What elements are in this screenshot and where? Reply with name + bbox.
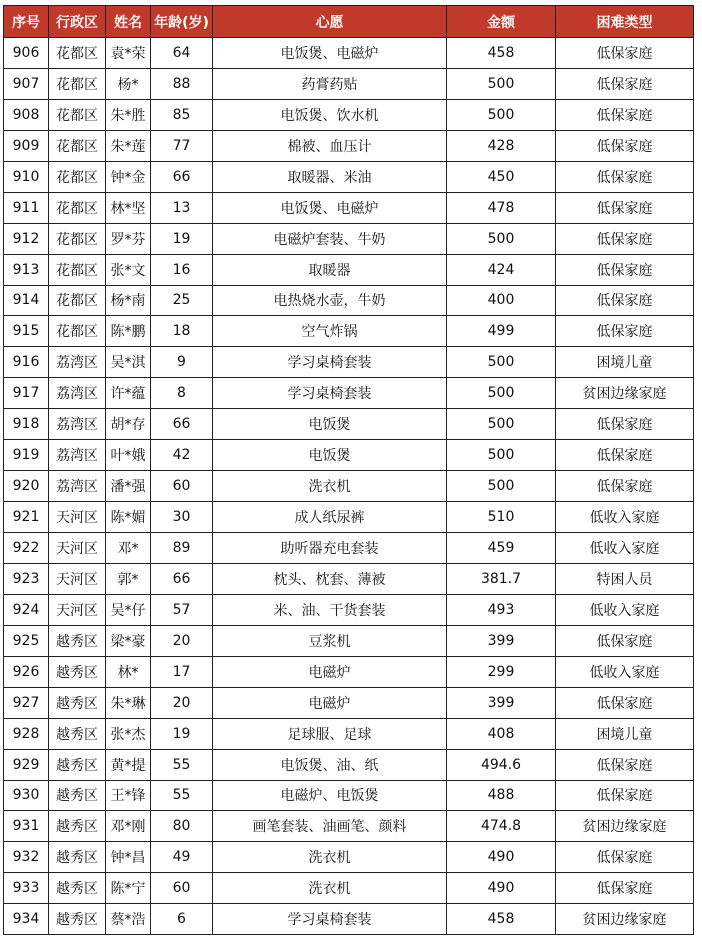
cell-hardship-type: 低保家庭	[556, 68, 694, 99]
cell-age: 18	[151, 316, 213, 347]
table-row	[4, 285, 694, 316]
cell-wish: 电饭煲、电磁炉	[213, 38, 447, 69]
cell-amount: 500	[447, 378, 556, 409]
cell-name: 杨*	[106, 68, 151, 99]
cell-name: 王*锋	[106, 780, 151, 811]
cell-district: 越秀区	[49, 780, 106, 811]
table-row	[4, 749, 694, 780]
cell-name: 杨*南	[106, 285, 151, 316]
cell-hardship-type: 低收入家庭	[556, 594, 694, 625]
cell-amount: 450	[447, 161, 556, 192]
cell-name: 袁*荣	[106, 38, 151, 69]
cell-district: 越秀区	[49, 625, 106, 656]
cell-amount: 500	[447, 409, 556, 440]
cell-hardship-type: 低保家庭	[556, 440, 694, 471]
cell-hardship-type: 贫困边缘家庭	[556, 811, 694, 842]
cell-age: 19	[151, 223, 213, 254]
cell-index: 932	[4, 842, 49, 873]
cell-age: 55	[151, 749, 213, 780]
cell-district: 花都区	[49, 192, 106, 223]
table-row	[4, 873, 694, 904]
table-body	[4, 38, 694, 935]
table-row	[4, 254, 694, 285]
cell-district: 荔湾区	[49, 471, 106, 502]
table-row	[4, 842, 694, 873]
cell-amount: 499	[447, 316, 556, 347]
wish-list-table	[3, 5, 694, 935]
cell-amount: 400	[447, 285, 556, 316]
cell-age: 57	[151, 594, 213, 625]
cell-district: 天河区	[49, 563, 106, 594]
cell-age: 42	[151, 440, 213, 471]
cell-hardship-type: 低保家庭	[556, 99, 694, 130]
cell-index: 930	[4, 780, 49, 811]
cell-wish: 电磁炉套装、牛奶	[213, 223, 447, 254]
cell-name: 郭*	[106, 563, 151, 594]
cell-index: 933	[4, 873, 49, 904]
cell-age: 17	[151, 656, 213, 687]
cell-age: 20	[151, 687, 213, 718]
cell-district: 越秀区	[49, 687, 106, 718]
cell-name: 陈*宁	[106, 873, 151, 904]
table-row	[4, 440, 694, 471]
cell-district: 越秀区	[49, 873, 106, 904]
header-district: 行政区	[49, 6, 106, 38]
cell-amount: 500	[447, 440, 556, 471]
cell-index: 922	[4, 533, 49, 564]
cell-name: 陈*鹏	[106, 316, 151, 347]
cell-index: 906	[4, 38, 49, 69]
cell-amount: 408	[447, 718, 556, 749]
cell-hardship-type: 低保家庭	[556, 38, 694, 69]
cell-amount: 458	[447, 38, 556, 69]
cell-hardship-type: 低保家庭	[556, 161, 694, 192]
cell-hardship-type: 低保家庭	[556, 130, 694, 161]
cell-name: 林*	[106, 656, 151, 687]
table-row	[4, 594, 694, 625]
cell-wish: 米、油、干货套装	[213, 594, 447, 625]
header-wish: 心愿	[213, 6, 447, 38]
cell-district: 越秀区	[49, 718, 106, 749]
cell-wish: 棉被、血压计	[213, 130, 447, 161]
table-row	[4, 347, 694, 378]
cell-wish: 电磁炉	[213, 656, 447, 687]
cell-age: 9	[151, 347, 213, 378]
cell-amount: 399	[447, 625, 556, 656]
cell-hardship-type: 低保家庭	[556, 780, 694, 811]
cell-wish: 空气炸锅	[213, 316, 447, 347]
cell-amount: 500	[447, 68, 556, 99]
cell-age: 20	[151, 625, 213, 656]
cell-name: 潘*强	[106, 471, 151, 502]
cell-index: 911	[4, 192, 49, 223]
cell-name: 叶*娥	[106, 440, 151, 471]
cell-district: 越秀区	[49, 656, 106, 687]
cell-wish: 电热烧水壶，牛奶	[213, 285, 447, 316]
table-header-row	[4, 6, 694, 38]
cell-age: 66	[151, 409, 213, 440]
table-row	[4, 223, 694, 254]
cell-name: 朱*胜	[106, 99, 151, 130]
cell-wish: 成人纸尿裤	[213, 502, 447, 533]
cell-name: 罗*芬	[106, 223, 151, 254]
cell-hardship-type: 低保家庭	[556, 471, 694, 502]
cell-index: 919	[4, 440, 49, 471]
cell-district: 越秀区	[49, 811, 106, 842]
cell-amount: 490	[447, 873, 556, 904]
cell-age: 88	[151, 68, 213, 99]
cell-amount: 478	[447, 192, 556, 223]
cell-hardship-type: 低保家庭	[556, 254, 694, 285]
cell-wish: 助听器充电套装	[213, 533, 447, 564]
cell-age: 60	[151, 471, 213, 502]
cell-district: 荔湾区	[49, 378, 106, 409]
cell-amount: 459	[447, 533, 556, 564]
cell-age: 25	[151, 285, 213, 316]
cell-index: 927	[4, 687, 49, 718]
cell-hardship-type: 特困人员	[556, 563, 694, 594]
cell-age: 13	[151, 192, 213, 223]
cell-amount: 510	[447, 502, 556, 533]
cell-name: 朱*琳	[106, 687, 151, 718]
cell-district: 花都区	[49, 223, 106, 254]
cell-district: 花都区	[49, 68, 106, 99]
cell-wish: 枕头、枕套、薄被	[213, 563, 447, 594]
cell-district: 荔湾区	[49, 347, 106, 378]
table-row	[4, 68, 694, 99]
cell-age: 80	[151, 811, 213, 842]
cell-index: 921	[4, 502, 49, 533]
cell-hardship-type: 低保家庭	[556, 285, 694, 316]
cell-hardship-type: 低保家庭	[556, 192, 694, 223]
table-row	[4, 656, 694, 687]
cell-name: 胡*存	[106, 409, 151, 440]
cell-name: 蔡*浩	[106, 904, 151, 935]
table-row	[4, 316, 694, 347]
cell-district: 越秀区	[49, 904, 106, 935]
cell-wish: 足球服、足球	[213, 718, 447, 749]
cell-age: 6	[151, 904, 213, 935]
cell-amount: 488	[447, 780, 556, 811]
cell-hardship-type: 低收入家庭	[556, 656, 694, 687]
cell-wish: 电饭煲、电磁炉	[213, 192, 447, 223]
table-row	[4, 811, 694, 842]
cell-amount: 493	[447, 594, 556, 625]
cell-index: 912	[4, 223, 49, 254]
cell-district: 花都区	[49, 38, 106, 69]
cell-district: 天河区	[49, 533, 106, 564]
cell-name: 吴*仔	[106, 594, 151, 625]
cell-index: 907	[4, 68, 49, 99]
header-name: 姓名	[106, 6, 151, 38]
cell-name: 钟*昌	[106, 842, 151, 873]
cell-hardship-type: 低保家庭	[556, 223, 694, 254]
cell-index: 923	[4, 563, 49, 594]
cell-name: 陈*媚	[106, 502, 151, 533]
cell-age: 64	[151, 38, 213, 69]
cell-district: 花都区	[49, 254, 106, 285]
cell-index: 913	[4, 254, 49, 285]
cell-name: 林*坚	[106, 192, 151, 223]
cell-name: 许*蕴	[106, 378, 151, 409]
cell-amount: 474.8	[447, 811, 556, 842]
table-row	[4, 687, 694, 718]
cell-index: 915	[4, 316, 49, 347]
cell-age: 85	[151, 99, 213, 130]
cell-hardship-type: 贫困边缘家庭	[556, 378, 694, 409]
cell-district: 荔湾区	[49, 409, 106, 440]
cell-amount: 500	[447, 471, 556, 502]
cell-age: 16	[151, 254, 213, 285]
cell-hardship-type: 低保家庭	[556, 625, 694, 656]
cell-name: 邓*	[106, 533, 151, 564]
cell-amount: 299	[447, 656, 556, 687]
cell-amount: 424	[447, 254, 556, 285]
cell-wish: 电磁炉	[213, 687, 447, 718]
cell-wish: 学习桌椅套装	[213, 378, 447, 409]
cell-district: 花都区	[49, 99, 106, 130]
cell-index: 926	[4, 656, 49, 687]
cell-age: 60	[151, 873, 213, 904]
cell-index: 908	[4, 99, 49, 130]
cell-wish: 取暖器、米油	[213, 161, 447, 192]
cell-district: 荔湾区	[49, 440, 106, 471]
cell-district: 花都区	[49, 161, 106, 192]
cell-district: 花都区	[49, 316, 106, 347]
cell-district: 越秀区	[49, 749, 106, 780]
cell-index: 928	[4, 718, 49, 749]
cell-name: 黄*提	[106, 749, 151, 780]
cell-hardship-type: 低收入家庭	[556, 533, 694, 564]
cell-name: 吴*淇	[106, 347, 151, 378]
header-index: 序号	[4, 6, 49, 38]
cell-hardship-type: 低保家庭	[556, 409, 694, 440]
table-row	[4, 378, 694, 409]
cell-amount: 399	[447, 687, 556, 718]
cell-index: 934	[4, 904, 49, 935]
cell-wish: 学习桌椅套装	[213, 347, 447, 378]
cell-district: 花都区	[49, 285, 106, 316]
cell-age: 77	[151, 130, 213, 161]
table-row	[4, 192, 694, 223]
wish-list-table-container	[3, 5, 694, 935]
cell-district: 天河区	[49, 594, 106, 625]
cell-index: 929	[4, 749, 49, 780]
table-row	[4, 904, 694, 935]
cell-wish: 电饭煲、饮水机	[213, 99, 447, 130]
cell-district: 天河区	[49, 502, 106, 533]
cell-index: 918	[4, 409, 49, 440]
cell-hardship-type: 低保家庭	[556, 842, 694, 873]
cell-name: 张*文	[106, 254, 151, 285]
cell-amount: 500	[447, 99, 556, 130]
cell-wish: 洗衣机	[213, 873, 447, 904]
cell-wish: 取暖器	[213, 254, 447, 285]
cell-index: 931	[4, 811, 49, 842]
cell-name: 朱*莲	[106, 130, 151, 161]
table-row	[4, 409, 694, 440]
cell-wish: 洗衣机	[213, 471, 447, 502]
cell-wish: 电饭煲	[213, 440, 447, 471]
cell-age: 89	[151, 533, 213, 564]
cell-index: 916	[4, 347, 49, 378]
cell-district: 花都区	[49, 130, 106, 161]
cell-index: 914	[4, 285, 49, 316]
cell-wish: 电饭煲、油、纸	[213, 749, 447, 780]
table-row	[4, 38, 694, 69]
cell-amount: 458	[447, 904, 556, 935]
cell-wish: 药膏药贴	[213, 68, 447, 99]
cell-amount: 494.6	[447, 749, 556, 780]
header-amount: 金额	[447, 6, 556, 38]
cell-hardship-type: 低保家庭	[556, 687, 694, 718]
cell-hardship-type: 低保家庭	[556, 316, 694, 347]
cell-amount: 500	[447, 347, 556, 378]
cell-age: 66	[151, 161, 213, 192]
cell-age: 30	[151, 502, 213, 533]
cell-index: 910	[4, 161, 49, 192]
cell-wish: 豆浆机	[213, 625, 447, 656]
cell-age: 55	[151, 780, 213, 811]
cell-hardship-type: 低保家庭	[556, 749, 694, 780]
table-row	[4, 471, 694, 502]
table-row	[4, 780, 694, 811]
cell-index: 924	[4, 594, 49, 625]
cell-wish: 洗衣机	[213, 842, 447, 873]
cell-index: 920	[4, 471, 49, 502]
table-row	[4, 502, 694, 533]
cell-age: 66	[151, 563, 213, 594]
cell-name: 梁*豪	[106, 625, 151, 656]
table-row	[4, 718, 694, 749]
table-row	[4, 625, 694, 656]
table-row	[4, 533, 694, 564]
cell-name: 张*杰	[106, 718, 151, 749]
table-row	[4, 563, 694, 594]
cell-age: 8	[151, 378, 213, 409]
table-row	[4, 161, 694, 192]
cell-age: 49	[151, 842, 213, 873]
cell-index: 925	[4, 625, 49, 656]
header-age: 年龄(岁)	[151, 6, 213, 38]
cell-age: 19	[151, 718, 213, 749]
cell-hardship-type: 低收入家庭	[556, 502, 694, 533]
cell-name: 邓*刚	[106, 811, 151, 842]
header-hardship-type: 困难类型	[556, 6, 694, 38]
cell-amount: 490	[447, 842, 556, 873]
cell-wish: 电饭煲	[213, 409, 447, 440]
cell-hardship-type: 困境儿童	[556, 718, 694, 749]
table-row	[4, 130, 694, 161]
table-row	[4, 99, 694, 130]
cell-hardship-type: 困境儿童	[556, 347, 694, 378]
cell-wish: 画笔套装、油画笔、颜料	[213, 811, 447, 842]
cell-amount: 428	[447, 130, 556, 161]
cell-hardship-type: 低保家庭	[556, 873, 694, 904]
cell-hardship-type: 贫困边缘家庭	[556, 904, 694, 935]
cell-wish: 电磁炉、电饭煲	[213, 780, 447, 811]
cell-amount: 500	[447, 223, 556, 254]
cell-district: 越秀区	[49, 842, 106, 873]
cell-amount: 381.7	[447, 563, 556, 594]
cell-wish: 学习桌椅套装	[213, 904, 447, 935]
cell-index: 917	[4, 378, 49, 409]
cell-name: 钟*金	[106, 161, 151, 192]
cell-index: 909	[4, 130, 49, 161]
